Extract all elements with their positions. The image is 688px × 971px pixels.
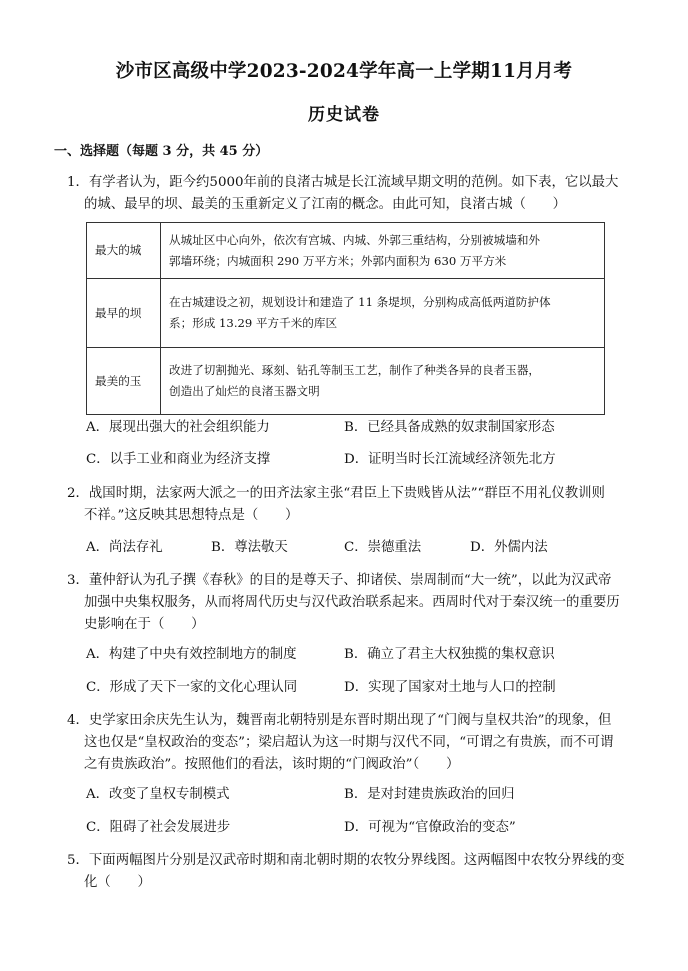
table-cell-line: 系；形成 13.29 平方千米的库区 — [169, 316, 338, 330]
table-cell-line: 创造出了灿烂的良渚玉器文明 — [169, 384, 320, 398]
option-b[interactable]: B．尊法敬天 — [211, 540, 288, 555]
option-d[interactable]: D．可视为“官僚政治的变态” — [344, 820, 516, 835]
question-4-stem — [67, 710, 647, 776]
option-a[interactable]: A．改变了皇权专制模式 — [86, 787, 230, 802]
question-5-line-2: 化（ ） — [84, 875, 151, 890]
question-4-line-2: 这也仅是“皇权政治的变态”；梁启超认为这一时期与汉代不同，“可谓之有贵族，而不可谓 — [84, 735, 614, 750]
table-row — [87, 348, 605, 415]
table-row-content — [161, 348, 605, 415]
option-b[interactable]: B．确立了君主大权独揽的集权意识 — [344, 647, 555, 662]
option-a[interactable]: A．展现出强大的社会组织能力 — [86, 420, 270, 435]
exam-subtitle: 历史试卷 — [308, 105, 380, 125]
table-cell-line: 郭墙环绕；内城面积 290 万平方米；外郭内面积为 630 万平方米 — [169, 253, 507, 268]
question-4-line-3: 之有贵族政治”。按照他们的看法，该时期的“门阀政治”（ ） — [84, 757, 460, 772]
option-d[interactable]: D．实现了国家对土地与人口的控制 — [344, 680, 556, 695]
option-c[interactable]: C．以手工业和商业为经济支撑 — [86, 452, 271, 467]
table-cell-line: 改进了切割抛光、琢刻、钻孔等制玉工艺，制作了种类各异的良者玉器， — [169, 363, 541, 377]
question-4-line-1: 4．史学家田余庆先生认为，魏晋南北朝特别是东晋时期出现了“门阀与皇权共治”的现象，但 — [67, 713, 612, 728]
question-2-stem — [67, 483, 647, 527]
option-b[interactable]: B．已经具备成熟的奴隶制国家形态 — [344, 420, 555, 435]
option-c[interactable]: C．形成了天下一家的文化心理认同 — [86, 680, 298, 695]
option-d[interactable]: D．证明当时长江流域经济领先北方 — [344, 452, 556, 467]
question-2-line-1: 2．战国时期，法家两大派之一的田齐法家主张“君臣上下贵贱皆从法”“群臣不用礼仪教训则 — [67, 486, 605, 501]
exam-title: 沙市区高级中学2023-2024学年高一上学期11月月考 — [115, 61, 573, 82]
option-d[interactable]: D．外儒内法 — [470, 540, 548, 555]
question-5-stem — [67, 850, 647, 894]
section-heading: 一、选择题（每题 3 分，共 45 分） — [54, 144, 269, 159]
table-row-head: 最美的玉 — [87, 348, 161, 415]
question-1-table — [86, 222, 605, 415]
option-b[interactable]: B．是对封建贵族政治的回归 — [344, 787, 515, 802]
table-row — [87, 279, 605, 348]
option-a[interactable]: A．尚法存礼 — [86, 540, 163, 555]
question-3-line-3: 史影响在于（ ） — [84, 617, 205, 632]
question-3-line-1: 3．董仲舒认为孔子撰《春秋》的目的是尊天子、抑诸侯、崇周制而“大一统”，以此为汉武帝 — [67, 573, 612, 588]
question-1-stem — [67, 172, 647, 216]
table-cell-line: 从城址区中心向外，依次有宫城、内城、外郭三重结构，分别被城墙和外 — [169, 232, 541, 247]
table-row-content — [161, 279, 605, 348]
option-c[interactable]: C．崇德重法 — [344, 540, 422, 555]
option-a[interactable]: A．构建了中央有效控制地方的制度 — [86, 647, 297, 662]
question-1-line-1: 1．有学者认为，距今约5000年前的良渚古城是长江流域早期文明的范例。如下表，它以最大 — [67, 175, 619, 190]
question-1-line-2: 的城、最早的坝、最美的玉重新定义了江南的概念。由此可知，良渚古城（ ） — [84, 197, 567, 212]
table-row — [87, 223, 605, 279]
table-row-head: 最大的城 — [87, 223, 161, 279]
table-row-head: 最早的坝 — [87, 279, 161, 348]
table-row-content — [161, 223, 605, 279]
option-c[interactable]: C．阻碍了社会发展进步 — [86, 820, 231, 835]
question-3-line-2: 加强中央集权服务，从而将周代历史与汉代政治联系起来。西周时代对于秦汉统一的重要历 — [84, 595, 620, 610]
question-5-line-1: 5．下面两幅图片分别是汉武帝时期和南北朝时期的农牧分界线图。这两幅图中农牧分界线的变 — [67, 853, 625, 868]
question-2-line-2: 不祥。”这反映其思想特点是（ ） — [84, 508, 299, 523]
question-3-stem — [67, 570, 647, 636]
table-cell-line: 在古城建设之初，规划设计和建造了 11 条堤坝，分别构成高低两道防护体 — [169, 295, 551, 309]
